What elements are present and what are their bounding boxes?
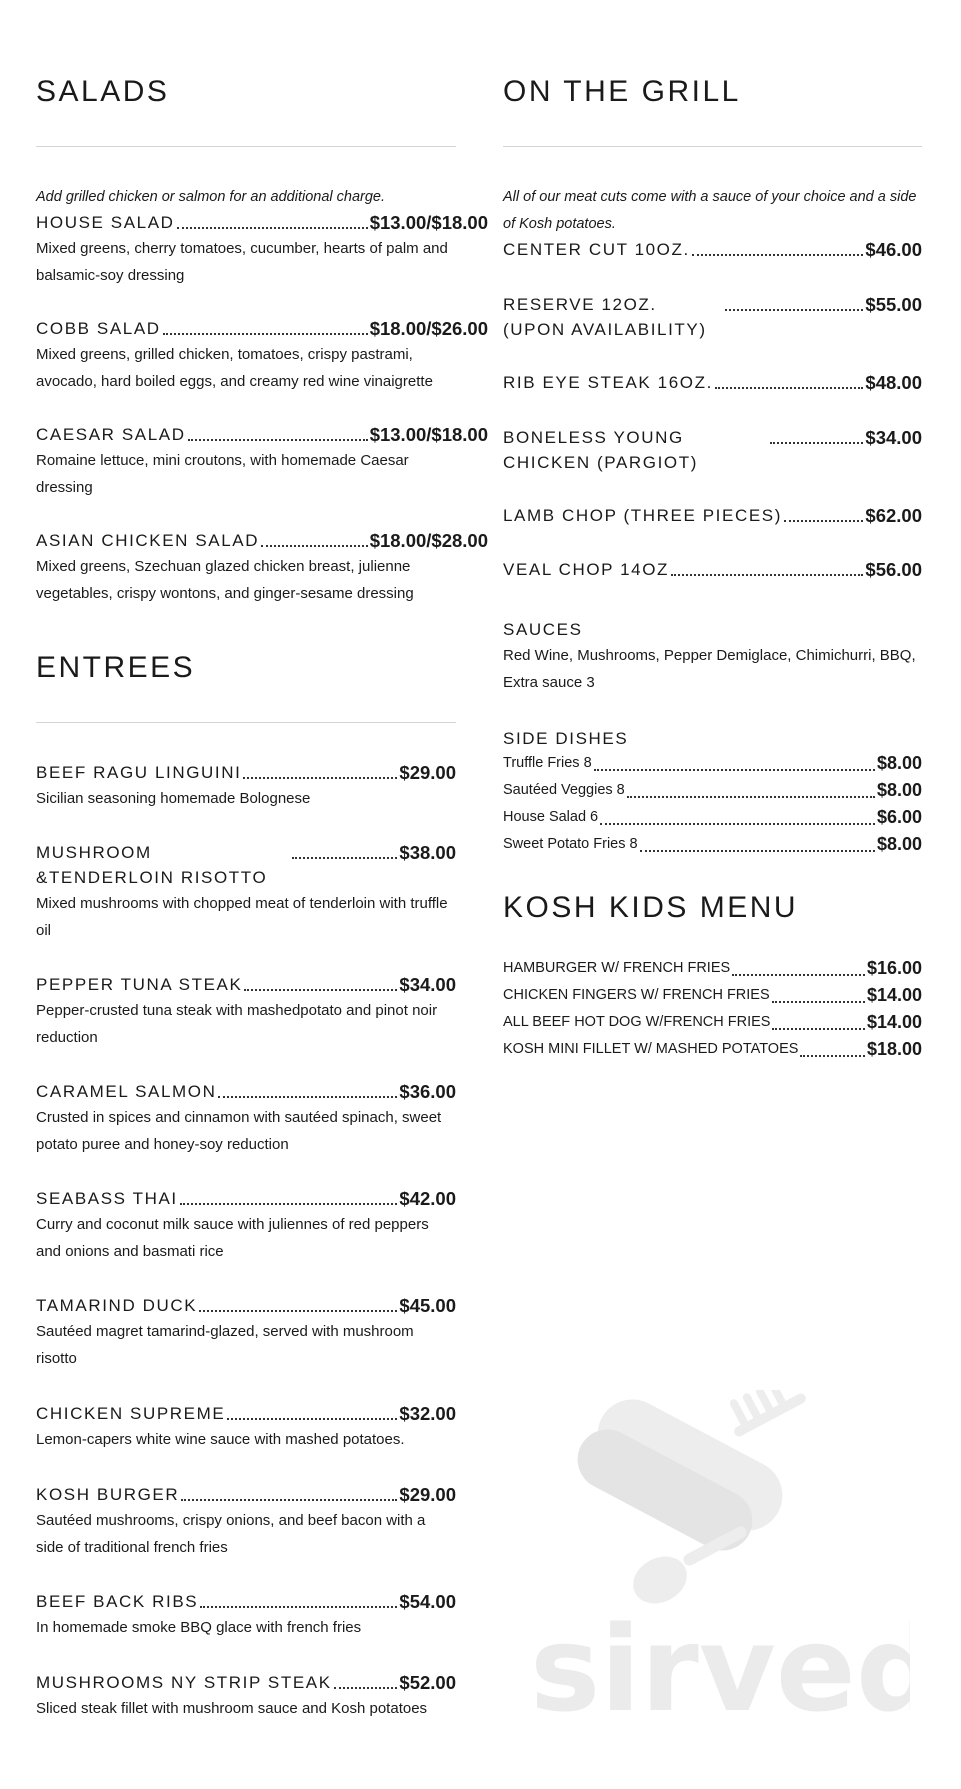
dot-leader xyxy=(692,253,864,256)
item-price: $13.00/$18.00 xyxy=(369,212,488,233)
kids-item-price: $14.00 xyxy=(866,985,922,1005)
item-name: ASIAN CHICKEN SALAD xyxy=(36,531,260,550)
dot-leader xyxy=(715,386,864,389)
dot-leader xyxy=(199,1309,397,1312)
fork-spoon-icon xyxy=(530,1390,910,1720)
item-price: $34.00 xyxy=(865,427,922,448)
item-description: Pepper-crusted tuna steak with mashedpotato and pinot noir reduction xyxy=(36,1002,438,1046)
item-description: Romaine lettuce, mini croutons, with homemade Caesar dressing xyxy=(36,452,409,496)
dot-leader xyxy=(200,1605,397,1608)
item-name: BONELESS YOUNG CHICKEN (PARGIOT) xyxy=(503,428,699,472)
dot-leader xyxy=(188,438,368,441)
side-dish-row xyxy=(503,831,922,858)
menu-item xyxy=(36,972,456,1051)
item-name: CAESAR SALAD xyxy=(36,425,186,444)
item-name: CARAMEL SALMON xyxy=(36,1082,217,1101)
kids-item-name: KOSH MINI FILLET W/ MASHED POTATOES xyxy=(503,1041,799,1057)
item-price: $42.00 xyxy=(399,1188,456,1209)
item-name: HOUSE SALAD xyxy=(36,213,175,232)
item-name: CHICKEN SUPREME xyxy=(36,1404,226,1423)
item-price: $62.00 xyxy=(865,505,922,526)
side-dish-row xyxy=(503,777,922,804)
menu-item xyxy=(36,422,488,501)
grill-divider xyxy=(503,146,922,147)
menu-item xyxy=(36,1482,456,1561)
dot-leader xyxy=(243,776,397,779)
item-name: SEABASS THAI xyxy=(36,1189,178,1208)
item-name: COBB SALAD xyxy=(36,319,161,338)
kids-item-name: HAMBURGER W/ FRENCH FRIES xyxy=(503,960,731,976)
item-name: MUSHROOMS NY STRIP STEAK xyxy=(36,1673,332,1692)
menu-item xyxy=(36,1401,456,1453)
dot-leader xyxy=(671,573,863,576)
side-dish-name: Truffle Fries 8 xyxy=(503,755,592,771)
item-description: Sicilian seasoning homemade Bolognese xyxy=(36,790,311,807)
menu-item xyxy=(36,840,456,944)
item-name: BEEF BACK RIBS xyxy=(36,1592,199,1611)
menu-item xyxy=(503,237,922,262)
dot-leader xyxy=(594,768,875,771)
menu-item xyxy=(36,316,488,395)
dot-leader xyxy=(227,1417,397,1420)
item-price: $29.00 xyxy=(399,762,456,783)
item-name: PEPPER TUNA STEAK xyxy=(36,975,243,994)
item-description: Lemon-capers white wine sauce with mashed potatoes. xyxy=(36,1431,405,1448)
dot-leader xyxy=(600,822,875,825)
item-price: $52.00 xyxy=(399,1672,456,1693)
kids-item-price: $18.00 xyxy=(866,1039,922,1059)
kids-item-row xyxy=(503,1036,922,1063)
kids-title: KOSH KIDS MENU xyxy=(503,891,799,924)
entrees-divider xyxy=(36,722,456,723)
menu-item xyxy=(36,1293,456,1372)
item-price: $18.00/$26.00 xyxy=(369,318,488,339)
item-price: $13.00/$18.00 xyxy=(369,424,488,445)
sauces-text: Red Wine, Mushrooms, Pepper Demiglace, Chimichurri, BBQ, Extra sauce 3 xyxy=(503,647,916,691)
dot-leader xyxy=(772,1027,864,1030)
dot-leader xyxy=(181,1498,397,1501)
side-dish-name: Sautéed Veggies 8 xyxy=(503,782,625,798)
entrees-title: ENTREES xyxy=(36,651,196,684)
side-dish-price: $8.00 xyxy=(876,834,922,854)
menu-item xyxy=(36,1186,456,1265)
side-dish-row xyxy=(503,750,922,777)
dot-leader xyxy=(180,1202,398,1205)
dot-leader xyxy=(627,795,875,798)
dot-leader xyxy=(244,988,397,991)
side-dish-row xyxy=(503,804,922,831)
menu-item xyxy=(36,528,488,607)
item-price: $34.00 xyxy=(399,974,456,995)
sides-title: SIDE DISHES xyxy=(503,729,629,748)
dot-leader xyxy=(177,226,368,229)
grill-title: ON THE GRILL xyxy=(503,75,741,108)
item-description: Mixed mushrooms with chopped meat of tenderloin with truffle oil xyxy=(36,895,448,939)
item-name: RIB EYE STEAK 16OZ. xyxy=(503,373,713,392)
item-description: Sliced steak fillet with mushroom sauce and Kosh potatoes xyxy=(36,1700,428,1717)
dot-leader xyxy=(292,856,397,859)
kids-item-name: CHICKEN FINGERS W/ FRENCH FRIES xyxy=(503,987,770,1003)
menu-item xyxy=(503,503,922,528)
kids-item-price: $14.00 xyxy=(866,1012,922,1032)
menu-item xyxy=(36,1079,456,1158)
salads-note: Add grilled chicken or salmon for an additional charge. xyxy=(36,189,386,205)
dot-leader xyxy=(800,1054,865,1057)
item-name: RESERVE 12OZ. (UPON AVAILABILITY) xyxy=(503,295,707,339)
menu-item xyxy=(503,557,922,582)
dot-leader xyxy=(334,1686,398,1689)
item-price: $32.00 xyxy=(399,1403,456,1424)
item-description: Sautéed magret tamarind-glazed, served with mushroom risotto xyxy=(36,1323,414,1367)
dot-leader xyxy=(732,973,865,976)
side-dish-name: Sweet Potato Fries 8 xyxy=(503,836,638,852)
item-price: $38.00 xyxy=(399,842,456,863)
item-price: $36.00 xyxy=(399,1081,456,1102)
side-dish-price: $6.00 xyxy=(876,807,922,827)
dot-leader xyxy=(218,1095,397,1098)
dot-leader xyxy=(784,519,863,522)
item-price: $45.00 xyxy=(399,1295,456,1316)
watermark-text: sirved xyxy=(530,1600,910,1720)
side-dish-price: $8.00 xyxy=(876,753,922,773)
sirved-watermark xyxy=(530,1390,910,1720)
menu-item xyxy=(36,1670,456,1722)
item-description: In homemade smoke BBQ glace with french fries xyxy=(36,1619,362,1636)
item-name: KOSH BURGER xyxy=(36,1485,180,1504)
dot-leader xyxy=(725,308,863,311)
menu-item xyxy=(36,760,456,812)
item-price: $18.00/$28.00 xyxy=(369,530,488,551)
item-price: $56.00 xyxy=(865,559,922,580)
sides-list xyxy=(503,750,922,858)
salads-title: SALADS xyxy=(36,75,170,108)
kids-item-price: $16.00 xyxy=(866,958,922,978)
item-price: $55.00 xyxy=(865,294,922,315)
menu-item xyxy=(36,210,488,289)
menu-item xyxy=(36,1589,456,1641)
item-description: Crusted in spices and cinnamon with sautéed spinach, sweet potato puree and honey-soy reduction xyxy=(36,1109,442,1153)
side-dish-price: $8.00 xyxy=(876,780,922,800)
grill-note: All of our meat cuts come with a sauce of your choice and a side of Kosh potatoes. xyxy=(503,189,917,232)
kids-list xyxy=(503,955,922,1063)
salads-divider xyxy=(36,146,456,147)
item-description: Mixed greens, cherry tomatoes, cucumber, hearts of palm and balsamic-soy dressing xyxy=(36,240,448,284)
item-name: LAMB CHOP (THREE PIECES) xyxy=(503,506,782,525)
item-name: MUSHROOM &TENDERLOIN RISOTTO xyxy=(36,843,268,887)
item-description: Mixed greens, Szechuan glazed chicken breast, julienne vegetables, crispy wontons, and ginger-sesame dressing xyxy=(36,558,414,602)
item-description: Sautéed mushrooms, crispy onions, and beef bacon with a side of traditional french fries xyxy=(36,1512,426,1556)
item-description: Mixed greens, grilled chicken, tomatoes, crispy pastrami, avocado, hard boiled eggs, and creamy red wine vinaigrette xyxy=(36,346,433,390)
item-price: $46.00 xyxy=(865,239,922,260)
kids-item-row xyxy=(503,1009,922,1036)
item-name: TAMARIND DUCK xyxy=(36,1296,198,1315)
kids-item-row xyxy=(503,955,922,982)
dot-leader xyxy=(772,1000,865,1003)
item-name: BEEF RAGU LINGUINI xyxy=(36,763,242,782)
kids-item-row xyxy=(503,982,922,1009)
item-name: VEAL CHOP 14OZ xyxy=(503,560,670,579)
item-price: $48.00 xyxy=(865,372,922,393)
item-price: $54.00 xyxy=(399,1591,456,1612)
kids-item-name: ALL BEEF HOT DOG W/FRENCH FRIES xyxy=(503,1014,771,1030)
dot-leader xyxy=(640,849,875,852)
sauces-title: SAUCES xyxy=(503,620,583,639)
menu-item xyxy=(503,370,922,395)
dot-leader xyxy=(770,441,863,444)
item-name: CENTER CUT 10OZ. xyxy=(503,240,690,259)
menu-item xyxy=(503,425,922,475)
side-dish-name: House Salad 6 xyxy=(503,809,599,825)
dot-leader xyxy=(261,544,368,547)
dot-leader xyxy=(163,332,368,335)
item-description: Curry and coconut milk sauce with juliennes of red peppers and onions and basmati rice xyxy=(36,1216,429,1260)
menu-item xyxy=(503,292,922,342)
item-price: $29.00 xyxy=(399,1484,456,1505)
